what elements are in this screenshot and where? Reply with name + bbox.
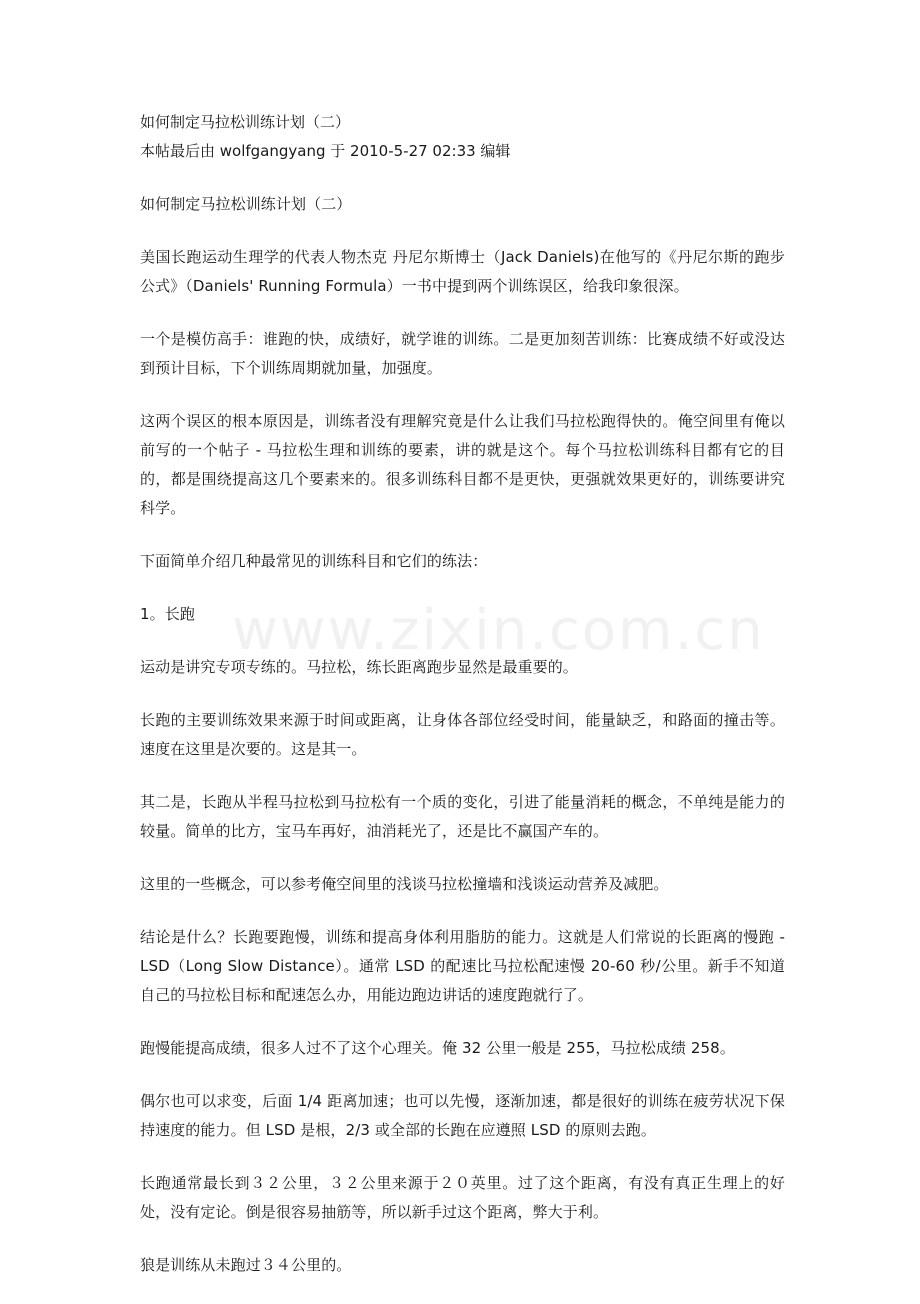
paragraph: 其二是，长跑从半程马拉松到马拉松有一个质的变化，引进了能量消耗的概念，不单纯是能力的较量。简单的比方，宝马车再好，油消耗光了，还是比不赢国产车的。: [140, 793, 785, 840]
paragraph: 狼是训练从未跑过３４公里的。: [140, 1256, 352, 1274]
paragraph: 这里的一些概念，可以参考俺空间里的浅谈马拉松撞墙和浅谈运动营养及减肥。: [140, 875, 669, 893]
paragraph: 结论是什么？长跑要跑慢，训练和提高身体利用脂肪的能力。这就是人们常说的长距离的慢跑 - LSD（Long Slow Distance）。通常 LSD 的配速比马拉松配速慢 20-60 秒/公里。新手不知道自己的马拉松目标和配速怎么办，用能边跑边讲话的速度跑就行了。: [140, 928, 785, 1004]
paragraph: 这两个误区的根本原因是，训练者没有理解究竟是什么让我们马拉松跑得快的。俺空间里有俺以前写的一个帖子 - 马拉松生理和训练的要素，讲的就是这个。每个马拉松训练科目都有它的目的，都是围绕提高这几个要素来的。很多训练科目都不是更快，更强就效果更好的，训练要讲究科学。: [140, 412, 785, 517]
document-page: [140, 108, 785, 1304]
paragraph: 长跑的主要训练效果来源于时间或距离，让身体各部位经受时间，能量缺乏，和路面的撞击等。速度在这里是次要的。这是其一。: [140, 711, 785, 758]
paragraph: 下面简单介绍几种最常见的训练科目和它们的练法：: [140, 552, 488, 570]
edit-meta: 本帖最后由 wolfgangyang 于 2010-5-27 02:33 编辑: [140, 142, 511, 160]
paragraph: 跑慢能提高成绩，很多人过不了这个心理关。俺 32 公里一般是 255，马拉松成绩 258。: [140, 1039, 735, 1057]
article-heading: 如何制定马拉松训练计划（二）: [140, 195, 352, 213]
paragraph: 运动是讲究专项专练的。马拉松，练长距离跑步显然是最重要的。: [140, 658, 578, 676]
paragraph: 长跑通常最长到３２公里，３２公里来源于２０英里。过了这个距离，有没有真正生理上的好处，没有定论。倒是很容易抽筋等，所以新手过这个距离，弊大于利。: [140, 1174, 785, 1221]
paragraph: 美国长跑运动生理学的代表人物杰克 丹尼尔斯博士（Jack Daniels)在他写的《丹尼尔斯的跑步公式》（Daniels' Running Formula）一书中提到两个训练误区，给我印象很深。: [140, 248, 785, 295]
paragraph: 偶尔也可以求变，后面 1/4 距离加速；也可以先慢，逐渐加速，都是很好的训练在疲劳状况下保持速度的能力。但 LSD 是根，2/3 或全部的长跑在应遵照 LSD 的原则去跑。: [140, 1092, 785, 1139]
post-title: 如何制定马拉松训练计划（二）: [140, 113, 351, 131]
spacer: [140, 166, 785, 190]
paragraph: 一个是模仿高手：谁跑的快，成绩好，就学谁的训练。二是更加刻苦训练：比赛成绩不好或没达到预计目标，下个训练周期就加量，加强度。: [140, 330, 785, 377]
section-heading: 1。长跑: [140, 605, 195, 623]
watermark: www.zixin.com.cn: [232, 598, 765, 663]
